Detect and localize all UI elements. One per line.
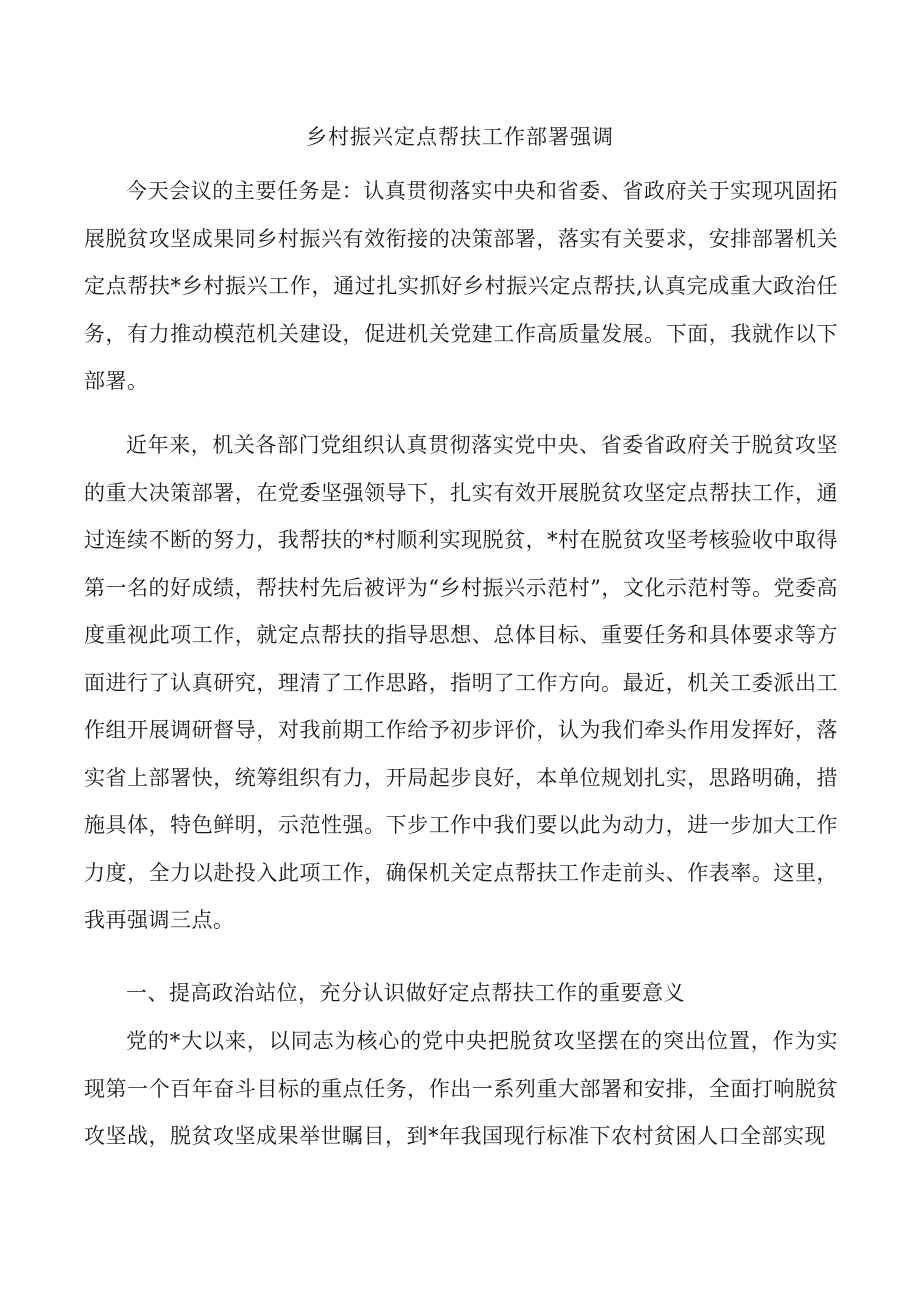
paragraph-meeting-tasks: 今天会议的主要任务是：认真贯彻落实中央和省委、省政府关于实现巩固拓展脱贫攻坚成果同乡村振兴有效衔接的决策部署，落实有关要求，安排部署机关定点帮扶*乡村振兴工作，通过扎实抓好乡村振兴定点帮扶,认真完成重大政治任务，有力推动模范机关建设，促进机关党建工作高质量发展。下面，我就作以下部署。: [84, 179, 838, 393]
paragraph-recent-years: 近年来，机关各部门党组织认真贯彻落实党中央、省委省政府关于脱贫攻坚的重大决策部署，在党委坚强领导下，扎实有效开展脱贫攻坚定点帮扶工作，通过连续不断的努力，我帮扶的*村顺利实现脱贫，*村在脱贫攻坚考核验收中取得第一名的好成绩，帮扶村先后被评为“乡村振兴示范村”，文化示范村等。党委高度重视此项工作，就定点帮扶的指导思想、总体目标、重要任务和具体要求等方面进行了认真研究，理清了工作思路，指明了工作方向。最近，机关工委派出工作组开展调研督导，对我前期工作给予初步评价，认为我们牵头作用发挥好，落实省上部署快，统筹组织有力，开局起步良好，本单位规划扎实，思路明确，措施具体，特色鲜明，示范性强。下步工作中我们要以此为动力，进一步加大工作力度，全力以赴投入此项工作，确保机关定点帮扶工作走前头、作表率。这里，我再强调三点。: [84, 433, 838, 932]
document-title: 乡村振兴定点帮扶工作部署强调: [306, 125, 614, 149]
section-heading-one: 一、提高政治站位，充分认识做好定点帮扶工作的重要意义: [126, 981, 685, 1005]
paragraph-party-congress: 党的*大以来，以同志为核心的党中央把脱贫攻坚摆在的突出位置，作为实现第一个百年奋斗目标的重点任务，作出一系列重大部署和安排，全面打响脱贫攻坚战，脱贫攻坚成果举世瞩目，到*年我国现行标准下农村贫困人口全部实现: [84, 1029, 838, 1148]
